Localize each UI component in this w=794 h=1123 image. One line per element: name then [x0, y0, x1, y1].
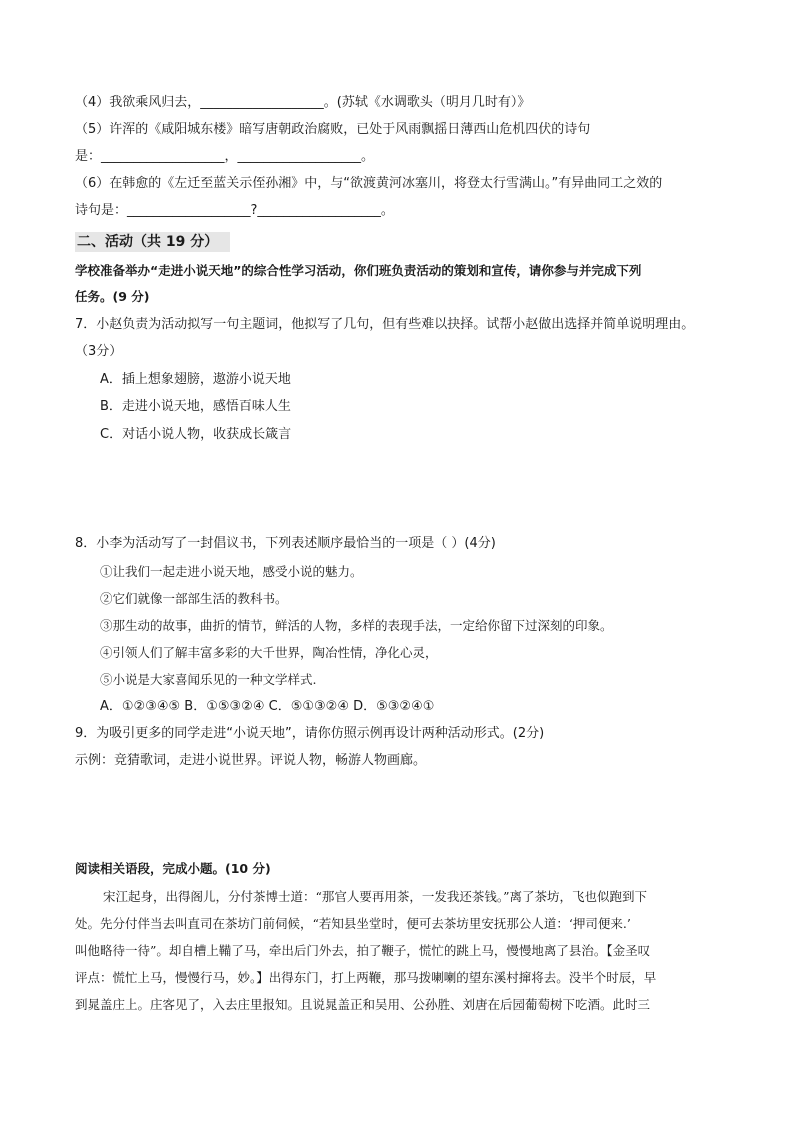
- q5-line-2: 是：___________________，___________________。: [75, 149, 375, 164]
- reading-line-3: 叫他略待一待”。却自槽上鞴了马，牵出后门外去，拍了鞭子，慌忙的跳上马，慢慢地离了县治。【金圣叹: [75, 943, 651, 958]
- q8-sentence-4: ④引领人们了解丰富多彩的大千世界，陶冶性情，净化心灵，: [100, 645, 438, 660]
- q6-line-1: （6）在韩愈的《左迁至蓝关示侄孙湘》中，与“欲渡黄河冰塞川，将登太行雪满山。”有异曲同工之效的: [75, 176, 663, 191]
- q4-line: （4）我欲乘风归去，___________________。(苏轼《水调歌头（明月几时有）》: [75, 95, 531, 110]
- reading-title: 阅读相关语段，完成小题。(10 分): [75, 861, 271, 876]
- reading-line-1: 宋江起身，出得阁儿，分付茶博士道：“那官人要再用茶，一发我还茶钱。”离了茶坊，飞也似跑到下: [103, 889, 648, 904]
- q7-option-b: B．走进小说天地，感悟百味人生: [100, 399, 291, 414]
- q8-stem: 8．小李为活动写了一封倡议书，下列表述顺序最恰当的一项是（ ）(4分): [75, 536, 496, 551]
- reading-line-4: 评点：慌忙上马，慢慢行马，妙。】出得东门，打上两鞭，那马拨喇喇的望东溪村撺将去。没半个时辰，早: [75, 970, 657, 985]
- q7-option-a: A．插上想象翅膀，遨游小说天地: [100, 372, 291, 387]
- q7-stem-line-2: （3分）: [75, 344, 123, 359]
- q8-choices: A．①②③④⑤ B．①⑤③②④ C．⑤①③②④ D．⑤③②④①: [100, 699, 435, 714]
- q8-sentence-1: ①让我们一起走进小说天地，感受小说的魅力。: [100, 564, 363, 579]
- section-title-activity: 二、活动（共 19 分）: [75, 232, 230, 252]
- q8-sentence-2: ②它们就像一部部生活的教科书。: [100, 591, 288, 606]
- q7-stem-line-1: 7．小赵负责为活动拟写一句主题词，他拟写了几句，但有些难以抉择。试帮小赵做出选择并简单说明理由。: [75, 317, 695, 332]
- section-intro-line-1: 学校准备举办“走进小说天地”的综合性学习活动，你们班负责活动的策划和宣传，请你参与并完成下列: [75, 263, 642, 278]
- q8-sentence-5: ⑤小说是大家喜闻乐见的一种文学样式.: [100, 672, 317, 687]
- q9-example: 示例：竞猜歌词，走进小说世界。评说人物，畅游人物画廊。: [75, 753, 427, 768]
- q7-option-c: C．对话小说人物，收获成长箴言: [100, 427, 292, 442]
- section-intro-line-2: 任务。(9 分): [75, 289, 150, 304]
- q5-line-1: （5）许浑的《咸阳城东楼》暗写唐朝政治腐败，已处于风雨飘摇日薄西山危机四伏的诗句: [75, 122, 591, 137]
- q8-sentence-3: ③那生动的故事，曲折的情节，鲜活的人物，多样的表现手法，一定给你留下过深刻的印象。: [100, 618, 613, 633]
- reading-line-2: 处。先分付伴当去叫直司在茶坊门前伺候，“若知县坐堂时，便可去茶坊里安抚那公人道：‘押司便来.’: [75, 916, 631, 931]
- q6-line-2: 诗句是：___________________?___________________。: [75, 203, 394, 218]
- reading-line-5: 到晁盖庄上。庄客见了，入去庄里报知。且说晁盖正和吴用、公孙胜、刘唐在后园葡萄树下吃酒。此时三: [75, 997, 651, 1012]
- q9-stem: 9．为吸引更多的同学走进“小说天地”，请你仿照示例再设计两种活动形式。(2分): [75, 726, 545, 741]
